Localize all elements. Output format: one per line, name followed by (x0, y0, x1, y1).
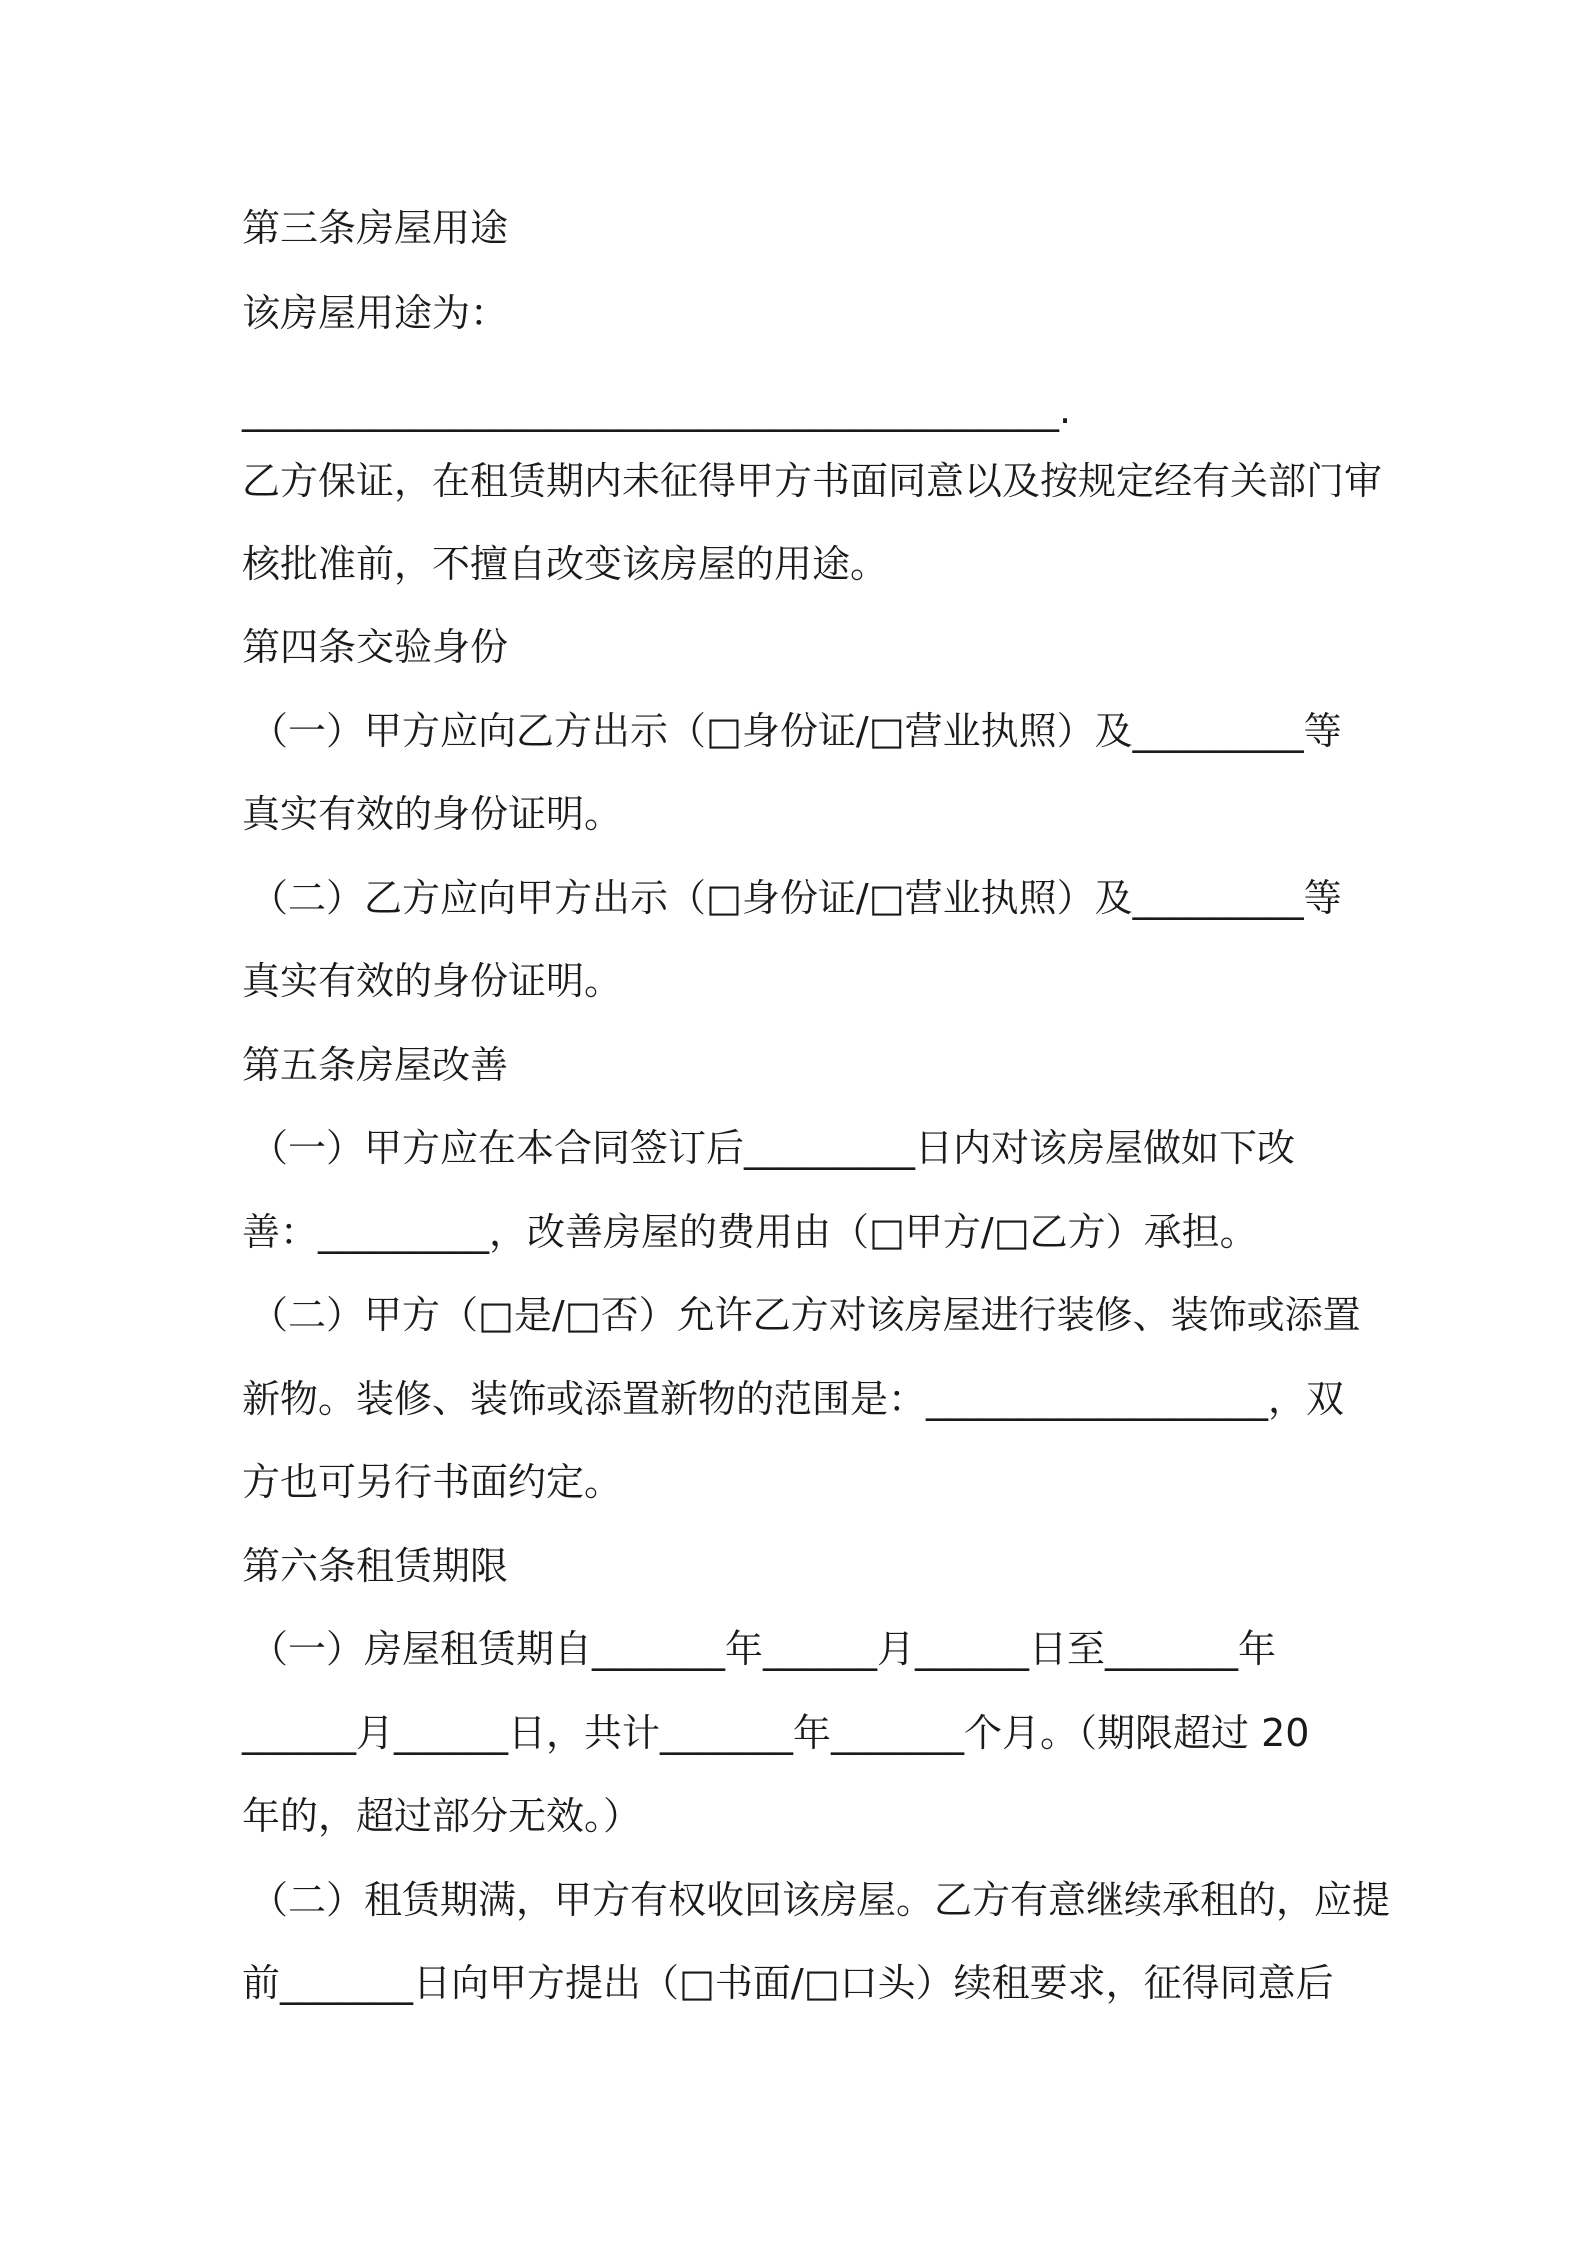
article-5-heading: 第五条房屋改善 (242, 1043, 509, 1087)
paragraph-line: 善：_________，改善房屋的费用由（□甲方/□乙方）承担。 (242, 1210, 1258, 1254)
paragraph-line: 真实有效的身份证明。 (242, 792, 623, 836)
article-3-heading: 第三条房屋用途 (242, 206, 509, 250)
clause-line: （二）甲方（□是/□否）允许乙方对该房屋进行装修、装饰或添置 (250, 1293, 1361, 1337)
clause-line: （二）乙方应向甲方出示（□身份证/□营业执照）及_________等 (250, 876, 1342, 920)
paragraph-line: 真实有效的身份证明。 (242, 959, 623, 1003)
paragraph-line: 方也可另行书面约定。 (242, 1460, 623, 1504)
paragraph-line: 新物。装修、装饰或添置新物的范围是：__________________，双 (242, 1377, 1345, 1421)
paragraph-line: 核批准前，不擅自改变该房屋的用途。 (242, 542, 889, 586)
paragraph-line: 乙方保证，在租赁期内未征得甲方书面同意以及按规定经有关部门审 (242, 459, 1383, 503)
usage-label: 该房屋用途为： (242, 291, 509, 335)
usage-blank-line: ___________________________________________. (242, 388, 1072, 432)
paragraph-line: 前_______日向甲方提出（□书面/□口头）续租要求，征得同意后 (242, 1961, 1334, 2005)
article-6-heading: 第六条租赁期限 (242, 1544, 509, 1588)
clause-line: （一）甲方应向乙方出示（□身份证/□营业执照）及_________等 (250, 709, 1342, 753)
clause-line: （一）甲方应在本合同签订后_________日内对该房屋做如下改 (250, 1126, 1296, 1170)
article-4-heading: 第四条交验身份 (242, 625, 509, 669)
clause-line: （二）租赁期满，甲方有权收回该房屋。乙方有意继续承租的，应提 (250, 1878, 1391, 1922)
paragraph-line: 年的，超过部分无效。） (242, 1794, 642, 1838)
clause-line: （一）房屋租赁期自_______年______月______日至_______年 (250, 1627, 1277, 1671)
paragraph-line: ______月______日，共计_______年_______个月。（期限超过 20 (242, 1711, 1310, 1755)
